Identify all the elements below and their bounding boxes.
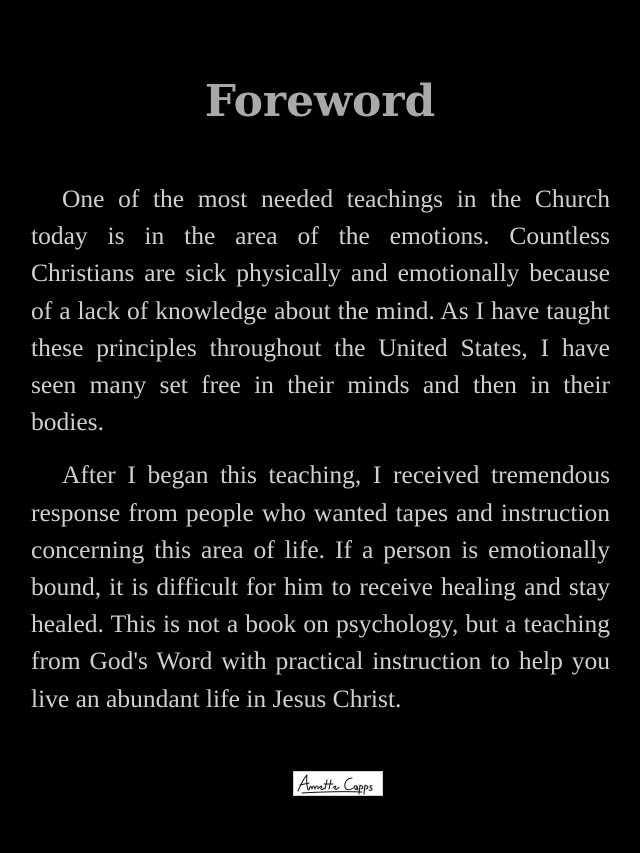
author-signature (293, 771, 383, 796)
paragraph-1: One of the most needed teachings in the Church today is in the area of the emotions. Countless Christians are sick physically and emotionally because of a lack of knowledge about the mind. As I have taught these principles throughout the United States, I have seen many set free in their minds and then in their bodies. (31, 184, 610, 437)
paragraph-2: After I began this teaching, I received tremendous response from people who wanted tapes and instruction concerning this area of life. If a person is emotionally bound, it is difficult for him to receive healing and stay healed. This is not a book on psychology, but a teaching from God's Word with practical instruction to help you live an abundant life in Jesus Christ. (31, 460, 610, 713)
page-title: Foreword (204, 76, 436, 127)
foreword-body (31, 180, 610, 717)
signature-image (294, 772, 382, 795)
